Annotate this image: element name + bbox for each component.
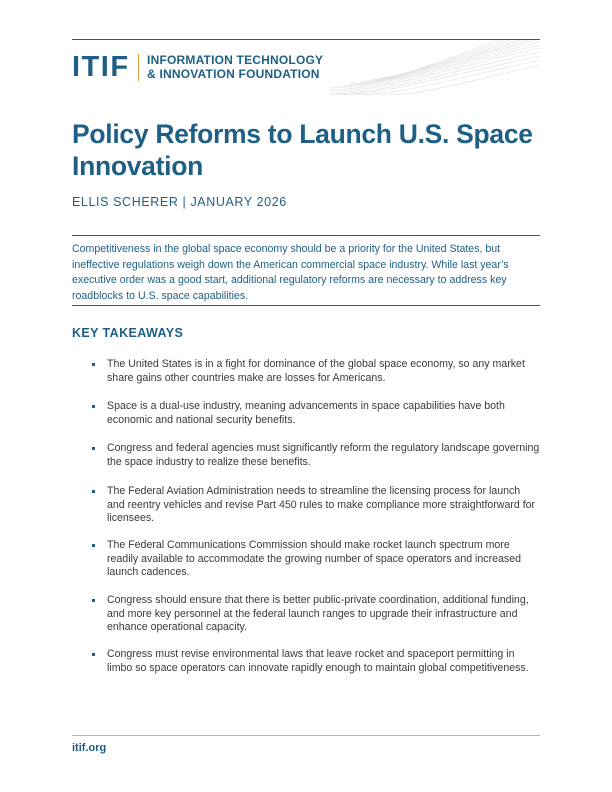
abstract-bottom-rule <box>72 305 540 306</box>
header-wave-graphic <box>330 40 540 95</box>
key-takeaways-heading: KEY TAKEAWAYS <box>72 326 184 340</box>
takeaway-item <box>92 648 540 675</box>
footer-rule <box>72 735 540 736</box>
takeaway-item <box>92 400 540 427</box>
abstract-top-rule <box>72 235 540 236</box>
bullet-icon <box>92 363 95 366</box>
logo-mark: ITIF <box>72 51 130 83</box>
bullet-icon <box>92 544 95 547</box>
takeaway-text: Space is a dual-use industry, meaning advancements in space capabilities have both economic and national security benefits. <box>107 400 505 426</box>
footer-website-link[interactable]: itif.org <box>72 742 107 754</box>
takeaway-text: Congress and federal agencies must significantly reform the regulatory landscape governing the space industry to realize these benefits. <box>107 442 540 468</box>
logo-line-2: & INNOVATION FOUNDATION <box>147 67 320 81</box>
bullet-icon <box>92 599 95 602</box>
report-byline: ELLIS SCHERER | JANUARY 2026 <box>72 195 287 209</box>
bullet-icon <box>92 447 95 450</box>
logo-wordmark <box>147 53 323 81</box>
logo-line-1: INFORMATION TECHNOLOGY <box>147 53 324 67</box>
itif-logo[interactable] <box>72 52 323 82</box>
report-abstract: Competitiveness in the global space economy should be a priority for the United States, but ineffective regulations weigh down the American commercial space industry. While last year’s executive order was a good start, additional regulatory reforms are necessary to address key roadblocks to U.S. space capabilities. <box>72 243 509 302</box>
takeaway-item <box>92 442 540 469</box>
takeaway-text: The United States is in a fight for dominance of the global space economy, so any market share gains other countries make are losses for Americans. <box>107 358 525 384</box>
takeaway-item <box>92 485 540 526</box>
bullet-icon <box>92 653 95 656</box>
takeaway-text: The Federal Communications Commission should make rocket launch spectrum more readily available to accommodate the growing number of space operators and increased launch cadences. <box>107 539 521 578</box>
takeaway-item <box>92 539 540 580</box>
takeaway-text: The Federal Aviation Administration needs to streamline the licensing process for launch and reentry vehicles and revise Part 450 rules to make compliance more straightforward for licensees. <box>107 485 536 524</box>
report-title: Policy Reforms to Launch U.S. Space Innovation <box>72 119 533 181</box>
bullet-icon <box>92 490 95 493</box>
bullet-icon <box>92 405 95 408</box>
takeaway-item <box>92 594 540 635</box>
takeaway-text: Congress must revise environmental laws that leave rocket and spaceport permitting in limbo so space operators can innovate rapidly enough to maintain global competitiveness. <box>107 648 529 674</box>
logo-divider <box>138 54 140 81</box>
takeaway-item <box>92 358 540 385</box>
takeaway-text: Congress should ensure that there is better public-private coordination, additional funding, and more key personnel at the federal launch ranges to upgrade their infrastructure and enhance operational capacity. <box>107 594 529 633</box>
